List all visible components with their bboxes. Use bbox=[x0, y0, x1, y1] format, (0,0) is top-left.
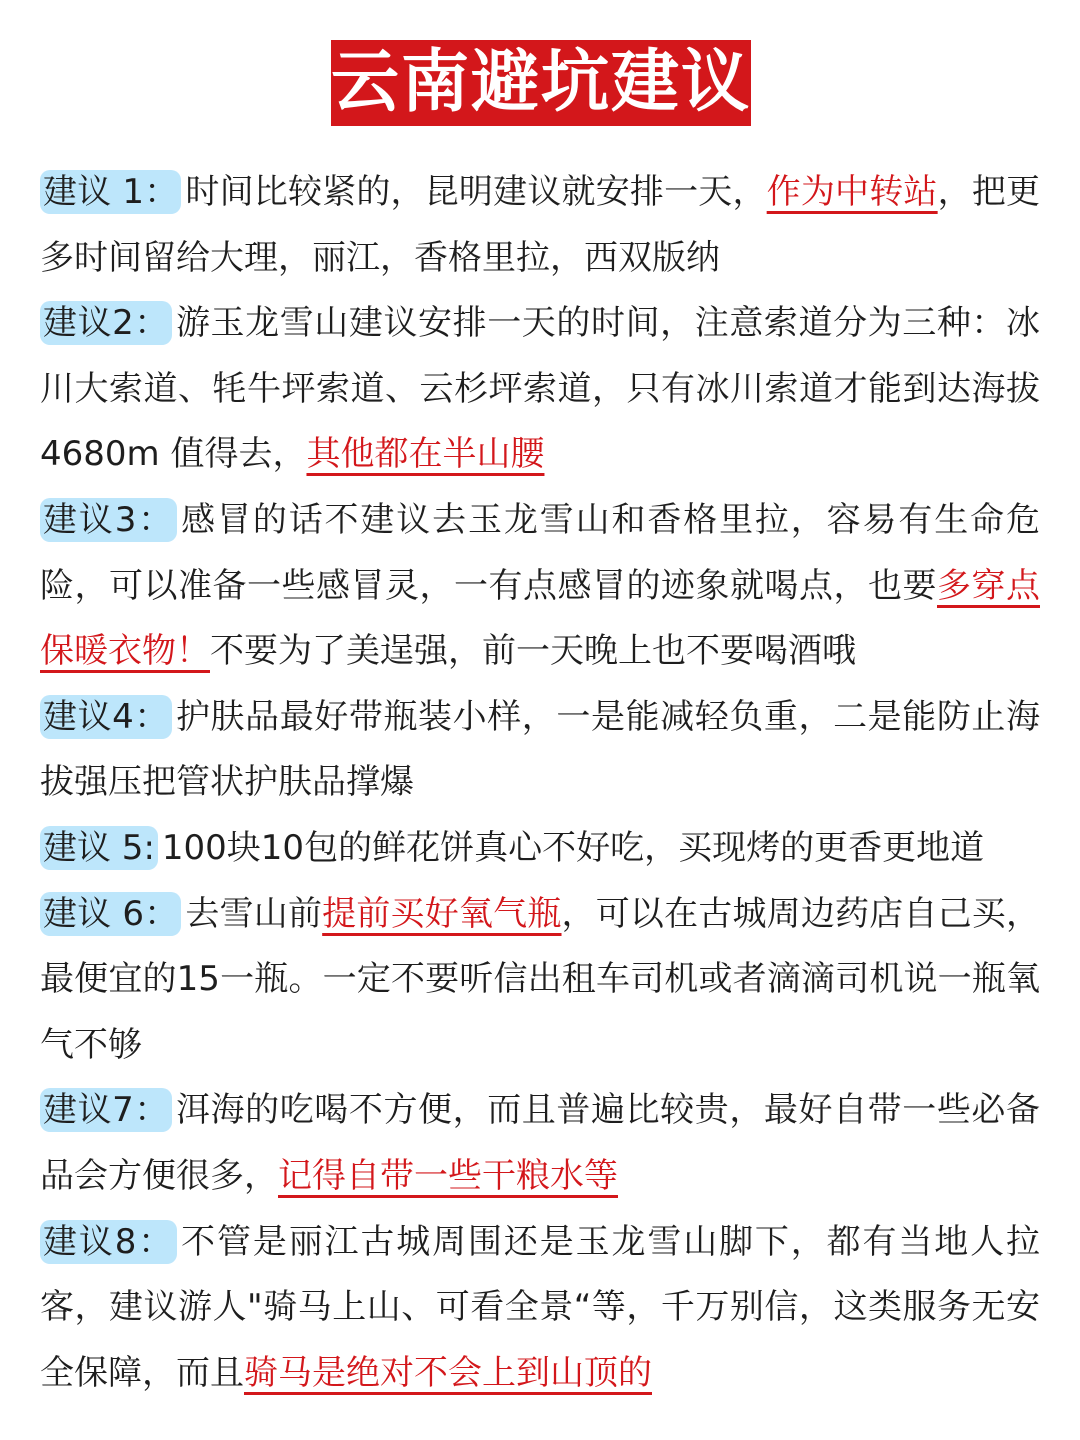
tip-text: 不要为了美逞强，前一天晚上也不要喝酒哦 bbox=[210, 631, 856, 672]
page-title: 云南避坑建议 bbox=[331, 43, 752, 122]
tip-5 bbox=[40, 816, 1040, 882]
tip-text: ，把更多时间留给大理，丽江，香格里拉，西双版纳 bbox=[40, 172, 1041, 278]
tip-label: 建议2： bbox=[40, 301, 172, 345]
tip-text: 护肤品最好带瓶装小样，一是能减轻负重，二是能防止海拔强压把管状护肤品撑爆 bbox=[40, 696, 1040, 803]
tip-6 bbox=[40, 882, 1040, 1079]
tip-3 bbox=[40, 488, 1040, 685]
tip-1 bbox=[40, 160, 1040, 291]
tip-highlight: 其他都在半山腰 bbox=[306, 434, 545, 475]
tip-label: 建议 1： bbox=[40, 170, 181, 214]
tip-text: 去雪山前 bbox=[185, 893, 323, 934]
tip-8 bbox=[40, 1210, 1040, 1407]
tip-2 bbox=[40, 291, 1040, 488]
tips-list bbox=[40, 160, 1040, 1406]
tip-text: 洱海的吃喝不方便，而且普遍比较贵，最好自带一些必备品会方便很多， bbox=[40, 1090, 1040, 1196]
tip-label: 建议3： bbox=[40, 498, 177, 542]
tip-text: 100块10包的鲜花饼真心不好吃，买现烤的更香更地道 bbox=[161, 827, 985, 868]
tip-text: 不管是丽江古城周围还是玉龙雪山脚下，都有当地人拉客，建议游人"骑马上山、可看全景“等，千万别信，这类服务无安全保障，而且 bbox=[40, 1221, 1040, 1393]
tip-highlight: 提前买好氧气瓶 bbox=[322, 893, 562, 934]
title-banner bbox=[331, 40, 751, 126]
tip-label: 建议 5: bbox=[40, 826, 158, 870]
tip-7 bbox=[40, 1078, 1040, 1209]
tip-text: ，可以在古城周边药店自己买，最便宜的15一瓶。一定不要听信出租车司机或者滴滴司机说一瓶氧气不够 bbox=[40, 893, 1041, 1065]
tip-text: 时间比较紧的，昆明建议就安排一天， bbox=[185, 172, 767, 212]
tip-label: 建议8： bbox=[40, 1220, 177, 1264]
tip-label: 建议 6： bbox=[40, 892, 181, 936]
tip-highlight: 多穿点保暖衣物！ bbox=[40, 565, 1040, 672]
tip-highlight: 作为中转站 bbox=[766, 172, 938, 212]
tip-text: 游玉龙雪山建议安排一天的时间，注意索道分为三种：冰川大索道、牦牛坪索道、云杉坪索道，只有冰川索道才能到达海拔4680m 值得去， bbox=[40, 303, 1040, 475]
tip-label: 建议7： bbox=[40, 1088, 172, 1132]
tip-highlight: 记得自带一些干粮水等 bbox=[278, 1155, 618, 1196]
tip-text: 感冒的话不建议去玉龙雪山和香格里拉，容易有生命危险，可以准备一些感冒灵，一有点感冒的迹象就喝点，也要 bbox=[40, 499, 1040, 606]
tip-label: 建议4： bbox=[40, 695, 172, 739]
tip-highlight: 骑马是绝对不会上到山顶的 bbox=[244, 1352, 652, 1393]
tip-4 bbox=[40, 685, 1040, 816]
